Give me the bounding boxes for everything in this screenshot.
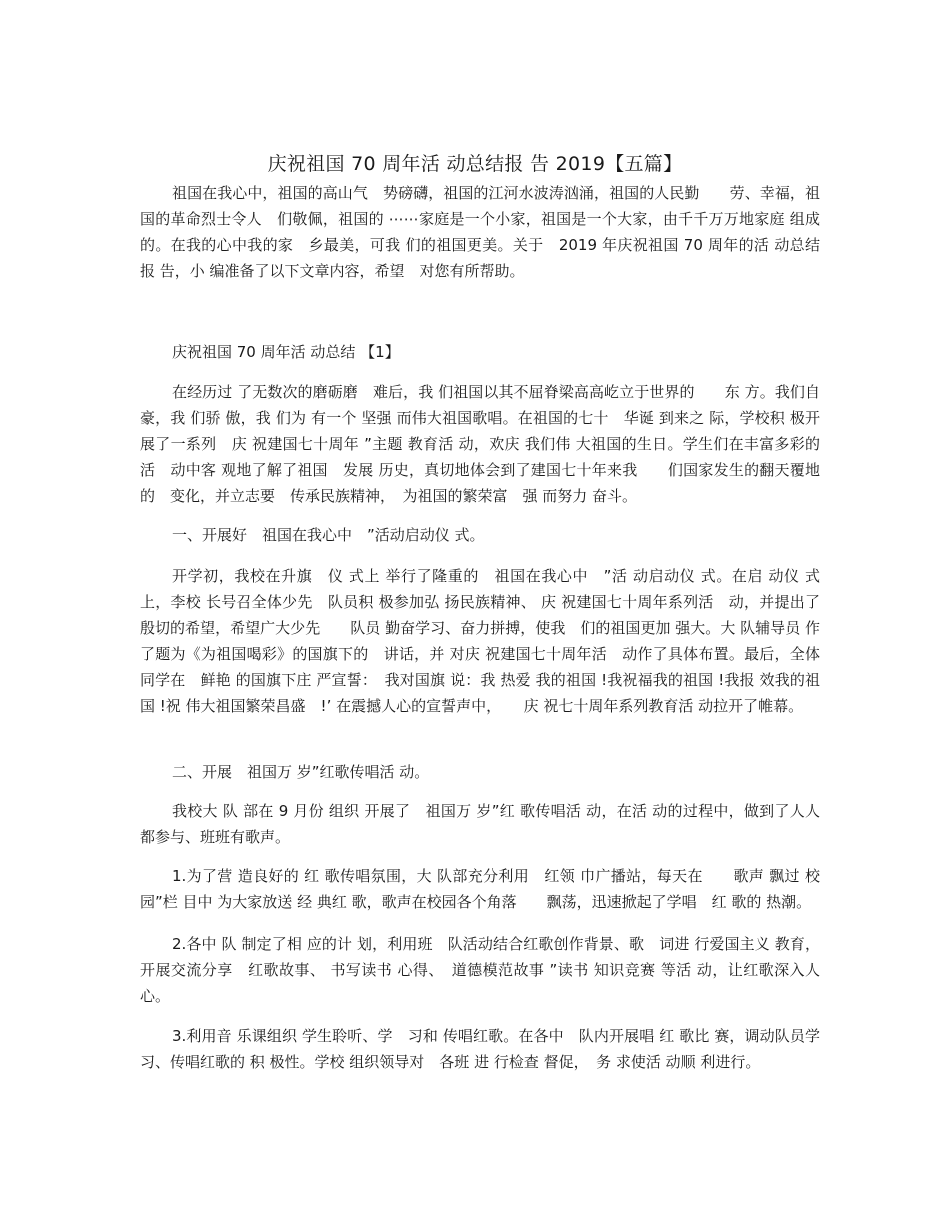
body-paragraph-6: 3.利用音 乐课组织 学生聆听、学 习和 传唱红歌。在各中 队内开展唱 红 歌比 赛，调动队员学习、传唱红歌的 积 极性。学校 组织领导对 各班 进 行检查 督促， 务 求使活 动顺 利进行。: [140, 1027, 820, 1071]
section-heading-1: 庆祝祖国 70 周年活 动总结 【1】: [172, 343, 400, 361]
body-paragraph-1: 在经历过 了无数次的磨砺磨 难后，我 们祖国以其不屈脊梁高高屹立于世界的 东 方。我们自豪，我 们骄 傲，我 们为 有一个 坚强 而伟大祖国歌唱。在祖国的七十 华诞 到来之 际，学校积 极开展了一系列 庆 祝建国七十周年 ”主题 教育活 动，欢庆 我们伟 大祖国的生日。学生们在丰富多彩的活 动中客 观地了解了祖国 发展 历史，真切地体会到了建国七十年来我 们国家发生的翻天覆地的 变化，并立志要 传承民族精神， 为祖国的繁荣富 强 而努力 奋斗。: [140, 383, 820, 505]
subheading-2: 二、开展 祖国万 岁”红歌传唱活 动。: [172, 763, 430, 781]
body-paragraph-5: 2.各中 队 制定了相 应的计 划，利用班 队活动结合红歌创作背景、歌 词进 行爱国主义 教育，开展交流分享 红歌故事、 书写读书 心得、 道德模范故事 ”读书 知识竞赛 等活 动，让红歌深入人心。: [140, 935, 820, 1005]
document-title: 庆祝祖国 70 周年活 动总结报 告 2019【五篇】: [267, 153, 683, 175]
intro-paragraph: 祖国在我心中，祖国的高山气 势磅礴，祖国的江河水波涛汹涌，祖国的人民勤 劳、幸福，祖国的革命烈士令人 们敬佩，祖国的 ⋯⋯家庭是一个小家，祖国是一个大家，由千千万万地家庭 组成的。在我的心中我的家 乡最美，可我 们的祖国更美。关于 2019 年庆祝祖国 70 周年的活 动总结报 告，小 编准备了以下文章内容，希望 对您有所帮助。: [140, 184, 820, 280]
body-paragraph-3: 我校大 队 部在 9 月份 组织 开展了 祖国万 岁”红 歌传唱活 动，在活 动的过程中，做到了人人都参与、班班有歌声。: [140, 802, 820, 846]
body-paragraph-2: 开学初，我校在升旗 仪 式上 举行了隆重的 祖国在我心中 ”活 动启动仪 式。在启 动仪 式上，李校 长号召全体少先 队员积 极参加弘 扬民族精神、 庆 祝建国七十周年系列活 动，并提出了殷切的希望，希望广大少先 队员 勤奋学习、奋力拼搏，使我 们的祖国更加 强大。大 队辅导员 作了题为《为祖国喝彩》的国旗下的 讲话，并 对庆 祝建国七十周年活 动作了具体布置。最后，全体同学在 鲜艳 的国旗下庄 严宣誓： 我对国旗 说：我 热爱 我的祖国 !我祝福我的祖国 !我报 效我的祖国 !祝 伟大祖国繁荣昌盛 !’ 在震撼人心的宣誓声中， 庆 祝七十周年系列教育活 动拉开了帷幕。: [140, 567, 820, 715]
body-paragraph-4: 1.为了营 造良好的 红 歌传唱氛围，大 队部充分利用 红领 巾广播站，每天在 歌声 飘过 校园”栏 目中 为大家放送 经 典红 歌，歌声在校园各个角落 飘荡，迅速掀起了学唱 红 歌的 热潮。: [140, 867, 820, 911]
subheading-1: 一、开展好 祖国在我心中 ”活动启动仪 式。: [172, 526, 485, 544]
